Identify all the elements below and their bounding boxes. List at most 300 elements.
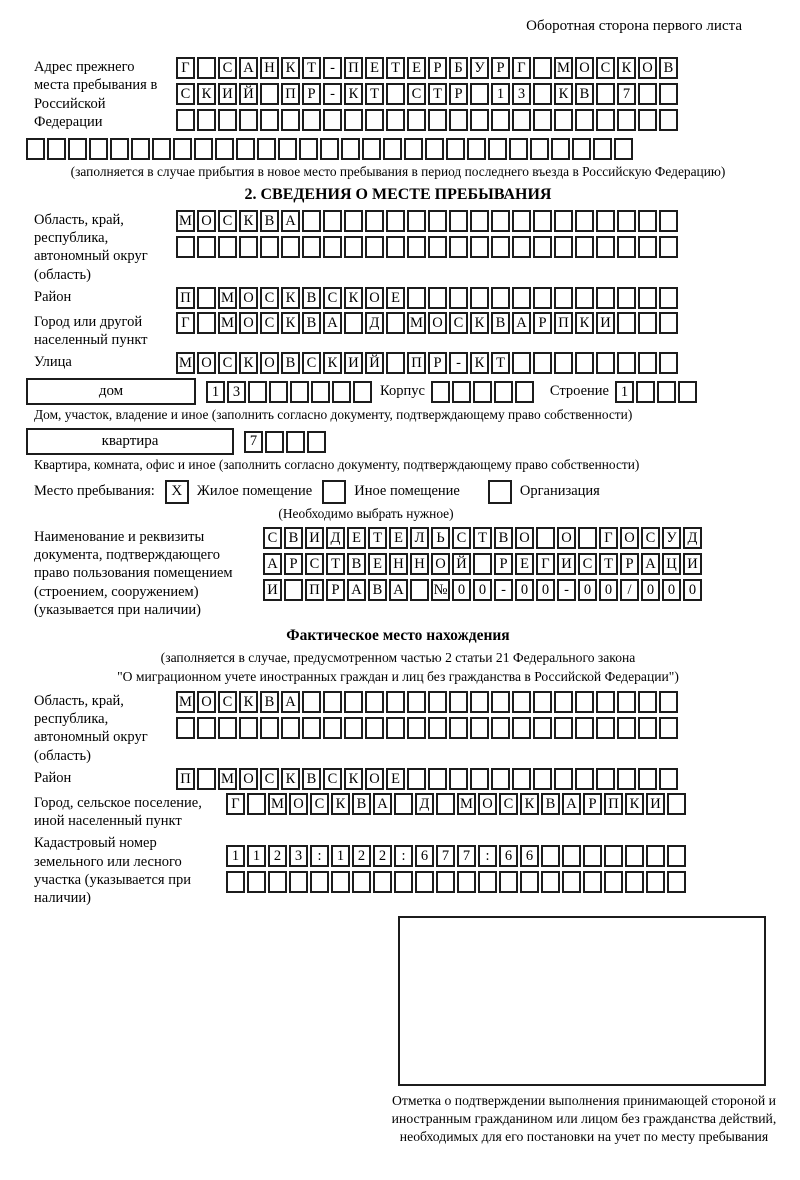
char-cell[interactable]: [554, 691, 573, 713]
char-cell[interactable]: Т: [428, 83, 447, 105]
char-cell[interactable]: 1: [615, 381, 634, 403]
char-cell[interactable]: В: [302, 287, 321, 309]
char-cell[interactable]: [593, 138, 612, 160]
char-cell[interactable]: П: [604, 793, 623, 815]
char-cell[interactable]: [47, 138, 66, 160]
char-cell[interactable]: Г: [512, 57, 531, 79]
char-cell[interactable]: [323, 691, 342, 713]
char-cell[interactable]: [428, 236, 447, 258]
char-cell[interactable]: 1: [206, 381, 225, 403]
char-cell[interactable]: [562, 845, 581, 867]
char-cell[interactable]: Е: [365, 57, 384, 79]
char-cell[interactable]: [415, 871, 434, 893]
char-cell[interactable]: О: [557, 527, 576, 549]
char-cell[interactable]: [491, 691, 510, 713]
char-cell[interactable]: [383, 138, 402, 160]
char-cell[interactable]: К: [281, 312, 300, 334]
char-cell[interactable]: С: [260, 312, 279, 334]
char-cell[interactable]: О: [289, 793, 308, 815]
char-cell[interactable]: [659, 691, 678, 713]
char-cell[interactable]: Р: [284, 553, 303, 575]
char-cell[interactable]: [449, 717, 468, 739]
char-cell[interactable]: С: [407, 83, 426, 105]
char-cell[interactable]: К: [281, 287, 300, 309]
char-cell[interactable]: [344, 312, 363, 334]
char-cell[interactable]: [646, 871, 665, 893]
char-cell[interactable]: 0: [578, 579, 597, 601]
char-cell[interactable]: Т: [365, 83, 384, 105]
char-cell[interactable]: П: [176, 768, 195, 790]
char-cell[interactable]: [215, 138, 234, 160]
char-cell[interactable]: С: [641, 527, 660, 549]
char-cell[interactable]: [512, 109, 531, 131]
char-cell[interactable]: В: [302, 768, 321, 790]
char-cell[interactable]: [407, 236, 426, 258]
char-cell[interactable]: К: [281, 57, 300, 79]
char-cell[interactable]: 2: [352, 845, 371, 867]
char-cell[interactable]: [470, 109, 489, 131]
char-cell[interactable]: [533, 717, 552, 739]
char-cell[interactable]: [596, 691, 615, 713]
char-cell[interactable]: Й: [239, 83, 258, 105]
char-cell[interactable]: [617, 109, 636, 131]
char-cell[interactable]: [197, 236, 216, 258]
char-cell[interactable]: С: [263, 527, 282, 549]
char-cell[interactable]: 2: [373, 845, 392, 867]
char-cell[interactable]: Е: [368, 553, 387, 575]
char-cell[interactable]: Г: [599, 527, 618, 549]
char-cell[interactable]: О: [239, 768, 258, 790]
char-cell[interactable]: [302, 210, 321, 232]
char-cell[interactable]: [386, 717, 405, 739]
char-cell[interactable]: [410, 579, 429, 601]
char-cell[interactable]: [362, 138, 381, 160]
char-cell[interactable]: М: [218, 287, 237, 309]
char-cell[interactable]: [365, 210, 384, 232]
char-cell[interactable]: [596, 352, 615, 374]
char-cell[interactable]: 0: [536, 579, 555, 601]
char-cell[interactable]: П: [344, 57, 363, 79]
char-cell[interactable]: Е: [386, 768, 405, 790]
char-cell[interactable]: [302, 236, 321, 258]
char-cell[interactable]: М: [218, 768, 237, 790]
char-cell[interactable]: [449, 768, 468, 790]
char-cell[interactable]: :: [310, 845, 329, 867]
char-cell[interactable]: [638, 691, 657, 713]
char-cell[interactable]: [320, 138, 339, 160]
char-cell[interactable]: [617, 768, 636, 790]
char-cell[interactable]: Р: [428, 57, 447, 79]
char-cell[interactable]: В: [284, 527, 303, 549]
char-cell[interactable]: [520, 871, 539, 893]
char-cell[interactable]: В: [494, 527, 513, 549]
char-cell[interactable]: И: [557, 553, 576, 575]
char-cell[interactable]: -: [323, 57, 342, 79]
char-cell[interactable]: А: [263, 553, 282, 575]
char-cell[interactable]: [197, 57, 216, 79]
char-cell[interactable]: [428, 691, 447, 713]
char-cell[interactable]: Г: [536, 553, 555, 575]
char-cell[interactable]: [533, 210, 552, 232]
char-cell[interactable]: В: [281, 352, 300, 374]
char-cell[interactable]: :: [478, 845, 497, 867]
char-cell[interactable]: [596, 210, 615, 232]
char-cell[interactable]: С: [260, 287, 279, 309]
char-cell[interactable]: [331, 871, 350, 893]
char-cell[interactable]: [554, 717, 573, 739]
char-cell[interactable]: С: [218, 352, 237, 374]
char-cell[interactable]: Р: [302, 83, 321, 105]
char-cell[interactable]: [473, 553, 492, 575]
char-cell[interactable]: [302, 691, 321, 713]
char-cell[interactable]: [260, 83, 279, 105]
char-cell[interactable]: С: [260, 768, 279, 790]
char-cell[interactable]: [554, 236, 573, 258]
char-cell[interactable]: [323, 717, 342, 739]
char-cell[interactable]: [226, 871, 245, 893]
char-cell[interactable]: [310, 871, 329, 893]
char-cell[interactable]: [494, 381, 513, 403]
char-cell[interactable]: [491, 717, 510, 739]
char-cell[interactable]: С: [596, 57, 615, 79]
char-cell[interactable]: [638, 210, 657, 232]
char-cell[interactable]: [617, 691, 636, 713]
char-cell[interactable]: [541, 871, 560, 893]
char-cell[interactable]: А: [641, 553, 660, 575]
char-cell[interactable]: [394, 793, 413, 815]
char-cell[interactable]: [386, 691, 405, 713]
char-cell[interactable]: Р: [326, 579, 345, 601]
char-cell[interactable]: [533, 768, 552, 790]
char-cell[interactable]: [575, 236, 594, 258]
char-cell[interactable]: У: [662, 527, 681, 549]
char-cell[interactable]: -: [323, 83, 342, 105]
char-cell[interactable]: С: [499, 793, 518, 815]
char-cell[interactable]: [394, 871, 413, 893]
char-cell[interactable]: [268, 871, 287, 893]
char-cell[interactable]: [284, 579, 303, 601]
char-cell[interactable]: [373, 871, 392, 893]
char-cell[interactable]: К: [554, 83, 573, 105]
char-cell[interactable]: [239, 109, 258, 131]
char-cell[interactable]: -: [449, 352, 468, 374]
char-cell[interactable]: [197, 109, 216, 131]
char-cell[interactable]: [332, 381, 351, 403]
char-cell[interactable]: [352, 871, 371, 893]
char-cell[interactable]: К: [575, 312, 594, 334]
char-cell[interactable]: [533, 83, 552, 105]
char-cell[interactable]: [386, 210, 405, 232]
char-cell[interactable]: Р: [583, 793, 602, 815]
char-cell[interactable]: [323, 210, 342, 232]
char-cell[interactable]: И: [218, 83, 237, 105]
char-cell[interactable]: С: [578, 553, 597, 575]
char-cell[interactable]: С: [310, 793, 329, 815]
char-cell[interactable]: Т: [491, 352, 510, 374]
char-cell[interactable]: [365, 109, 384, 131]
char-cell[interactable]: [281, 109, 300, 131]
char-cell[interactable]: У: [470, 57, 489, 79]
char-cell[interactable]: 7: [244, 431, 263, 453]
char-cell[interactable]: К: [625, 793, 644, 815]
char-cell[interactable]: [239, 236, 258, 258]
char-cell[interactable]: [604, 845, 623, 867]
char-cell[interactable]: [533, 352, 552, 374]
char-cell[interactable]: 2: [268, 845, 287, 867]
char-cell[interactable]: [596, 236, 615, 258]
char-cell[interactable]: О: [197, 210, 216, 232]
char-cell[interactable]: [344, 691, 363, 713]
char-cell[interactable]: [583, 871, 602, 893]
char-cell[interactable]: [407, 691, 426, 713]
char-cell[interactable]: [365, 691, 384, 713]
char-cell[interactable]: 7: [457, 845, 476, 867]
char-cell[interactable]: А: [373, 793, 392, 815]
char-cell[interactable]: [152, 138, 171, 160]
char-cell[interactable]: О: [620, 527, 639, 549]
char-cell[interactable]: 7: [617, 83, 636, 105]
char-cell[interactable]: П: [281, 83, 300, 105]
char-cell[interactable]: [407, 717, 426, 739]
char-cell[interactable]: К: [470, 352, 489, 374]
char-cell[interactable]: Р: [449, 83, 468, 105]
char-cell[interactable]: [512, 352, 531, 374]
char-cell[interactable]: [596, 109, 615, 131]
char-cell[interactable]: [248, 381, 267, 403]
char-cell[interactable]: [197, 768, 216, 790]
char-cell[interactable]: С: [323, 287, 342, 309]
char-cell[interactable]: [575, 768, 594, 790]
char-cell[interactable]: К: [344, 768, 363, 790]
char-cell[interactable]: [176, 109, 195, 131]
char-cell[interactable]: [247, 793, 266, 815]
char-cell[interactable]: Д: [365, 312, 384, 334]
char-cell[interactable]: [512, 768, 531, 790]
checkbox-other-premises[interactable]: [322, 480, 346, 504]
char-cell[interactable]: [659, 352, 678, 374]
char-cell[interactable]: И: [596, 312, 615, 334]
char-cell[interactable]: П: [407, 352, 426, 374]
char-cell[interactable]: [344, 109, 363, 131]
char-cell[interactable]: [302, 717, 321, 739]
checkbox-organization[interactable]: [488, 480, 512, 504]
char-cell[interactable]: С: [452, 527, 471, 549]
char-cell[interactable]: И: [263, 579, 282, 601]
char-cell[interactable]: [551, 138, 570, 160]
char-cell[interactable]: [197, 717, 216, 739]
char-cell[interactable]: [386, 312, 405, 334]
char-cell[interactable]: [533, 287, 552, 309]
char-cell[interactable]: [638, 236, 657, 258]
char-cell[interactable]: [562, 871, 581, 893]
char-cell[interactable]: [659, 768, 678, 790]
char-cell[interactable]: К: [323, 352, 342, 374]
char-cell[interactable]: [554, 109, 573, 131]
char-cell[interactable]: [344, 210, 363, 232]
char-cell[interactable]: Е: [347, 527, 366, 549]
char-cell[interactable]: А: [323, 312, 342, 334]
char-cell[interactable]: М: [176, 352, 195, 374]
char-cell[interactable]: [449, 691, 468, 713]
char-cell[interactable]: [512, 210, 531, 232]
char-cell[interactable]: [247, 871, 266, 893]
char-cell[interactable]: [509, 138, 528, 160]
char-cell[interactable]: [281, 717, 300, 739]
char-cell[interactable]: Т: [599, 553, 618, 575]
char-cell[interactable]: Д: [326, 527, 345, 549]
char-cell[interactable]: О: [428, 312, 447, 334]
char-cell[interactable]: В: [659, 57, 678, 79]
char-cell[interactable]: [269, 381, 288, 403]
char-cell[interactable]: [638, 287, 657, 309]
char-cell[interactable]: /: [620, 579, 639, 601]
char-cell[interactable]: К: [344, 287, 363, 309]
char-cell[interactable]: С: [218, 210, 237, 232]
char-cell[interactable]: [638, 83, 657, 105]
char-cell[interactable]: [638, 717, 657, 739]
char-cell[interactable]: А: [281, 210, 300, 232]
char-cell[interactable]: [554, 210, 573, 232]
char-cell[interactable]: [578, 527, 597, 549]
char-cell[interactable]: [667, 793, 686, 815]
char-cell[interactable]: [131, 138, 150, 160]
char-cell[interactable]: П: [176, 287, 195, 309]
char-cell[interactable]: [386, 109, 405, 131]
char-cell[interactable]: -: [494, 579, 513, 601]
char-cell[interactable]: [554, 352, 573, 374]
char-cell[interactable]: [344, 236, 363, 258]
char-cell[interactable]: [194, 138, 213, 160]
char-cell[interactable]: 0: [515, 579, 534, 601]
char-cell[interactable]: 6: [499, 845, 518, 867]
char-cell[interactable]: Д: [415, 793, 434, 815]
char-cell[interactable]: [575, 287, 594, 309]
char-cell[interactable]: С: [305, 553, 324, 575]
char-cell[interactable]: К: [239, 352, 258, 374]
char-cell[interactable]: [659, 83, 678, 105]
char-cell[interactable]: Б: [449, 57, 468, 79]
char-cell[interactable]: Г: [176, 57, 195, 79]
char-cell[interactable]: [470, 768, 489, 790]
char-cell[interactable]: С: [323, 768, 342, 790]
char-cell[interactable]: [596, 717, 615, 739]
char-cell[interactable]: [299, 138, 318, 160]
char-cell[interactable]: [638, 312, 657, 334]
char-cell[interactable]: 0: [641, 579, 660, 601]
char-cell[interactable]: [512, 287, 531, 309]
char-cell[interactable]: А: [281, 691, 300, 713]
char-cell[interactable]: Л: [410, 527, 429, 549]
char-cell[interactable]: [541, 845, 560, 867]
char-cell[interactable]: О: [365, 287, 384, 309]
char-cell[interactable]: К: [617, 57, 636, 79]
char-cell[interactable]: [491, 236, 510, 258]
char-cell[interactable]: Й: [452, 553, 471, 575]
char-cell[interactable]: [575, 109, 594, 131]
char-cell[interactable]: [638, 768, 657, 790]
char-cell[interactable]: О: [197, 691, 216, 713]
char-cell[interactable]: [425, 138, 444, 160]
char-cell[interactable]: [407, 287, 426, 309]
char-cell[interactable]: М: [407, 312, 426, 334]
char-cell[interactable]: [218, 109, 237, 131]
char-cell[interactable]: [281, 236, 300, 258]
char-cell[interactable]: П: [305, 579, 324, 601]
char-cell[interactable]: М: [554, 57, 573, 79]
char-cell[interactable]: [617, 312, 636, 334]
char-cell[interactable]: Ц: [662, 553, 681, 575]
char-cell[interactable]: [176, 236, 195, 258]
char-cell[interactable]: [533, 236, 552, 258]
char-cell[interactable]: [614, 138, 633, 160]
char-cell[interactable]: [449, 210, 468, 232]
char-cell[interactable]: К: [197, 83, 216, 105]
char-cell[interactable]: [554, 768, 573, 790]
char-cell[interactable]: И: [683, 553, 702, 575]
char-cell[interactable]: Р: [491, 57, 510, 79]
char-cell[interactable]: 0: [452, 579, 471, 601]
char-cell[interactable]: [110, 138, 129, 160]
char-cell[interactable]: [68, 138, 87, 160]
char-cell[interactable]: [428, 210, 447, 232]
char-cell[interactable]: Е: [389, 527, 408, 549]
char-cell[interactable]: Г: [226, 793, 245, 815]
char-cell[interactable]: [596, 287, 615, 309]
char-cell[interactable]: Е: [515, 553, 534, 575]
char-cell[interactable]: С: [218, 691, 237, 713]
char-cell[interactable]: Е: [407, 57, 426, 79]
char-cell[interactable]: [659, 287, 678, 309]
char-cell[interactable]: [452, 381, 471, 403]
char-cell[interactable]: [596, 83, 615, 105]
char-cell[interactable]: А: [562, 793, 581, 815]
char-cell[interactable]: [533, 691, 552, 713]
char-cell[interactable]: С: [218, 57, 237, 79]
char-cell[interactable]: Н: [410, 553, 429, 575]
char-cell[interactable]: [302, 109, 321, 131]
char-cell[interactable]: В: [575, 83, 594, 105]
char-cell[interactable]: В: [260, 691, 279, 713]
char-cell[interactable]: [470, 691, 489, 713]
char-cell[interactable]: [446, 138, 465, 160]
char-cell[interactable]: [659, 236, 678, 258]
char-cell[interactable]: [89, 138, 108, 160]
char-cell[interactable]: [344, 717, 363, 739]
char-cell[interactable]: [512, 717, 531, 739]
char-cell[interactable]: В: [491, 312, 510, 334]
char-cell[interactable]: [365, 236, 384, 258]
char-cell[interactable]: [499, 871, 518, 893]
char-cell[interactable]: [365, 717, 384, 739]
char-cell[interactable]: [512, 236, 531, 258]
char-cell[interactable]: [636, 381, 655, 403]
char-cell[interactable]: [407, 109, 426, 131]
char-cell[interactable]: С: [302, 352, 321, 374]
char-cell[interactable]: Н: [389, 553, 408, 575]
char-cell[interactable]: [470, 236, 489, 258]
char-cell[interactable]: [478, 871, 497, 893]
char-cell[interactable]: О: [478, 793, 497, 815]
char-cell[interactable]: [428, 717, 447, 739]
char-cell[interactable]: [428, 768, 447, 790]
char-cell[interactable]: О: [260, 352, 279, 374]
char-cell[interactable]: [678, 381, 697, 403]
char-cell[interactable]: [407, 210, 426, 232]
char-cell[interactable]: [218, 717, 237, 739]
char-cell[interactable]: [638, 352, 657, 374]
char-cell[interactable]: Т: [386, 57, 405, 79]
char-cell[interactable]: [197, 312, 216, 334]
